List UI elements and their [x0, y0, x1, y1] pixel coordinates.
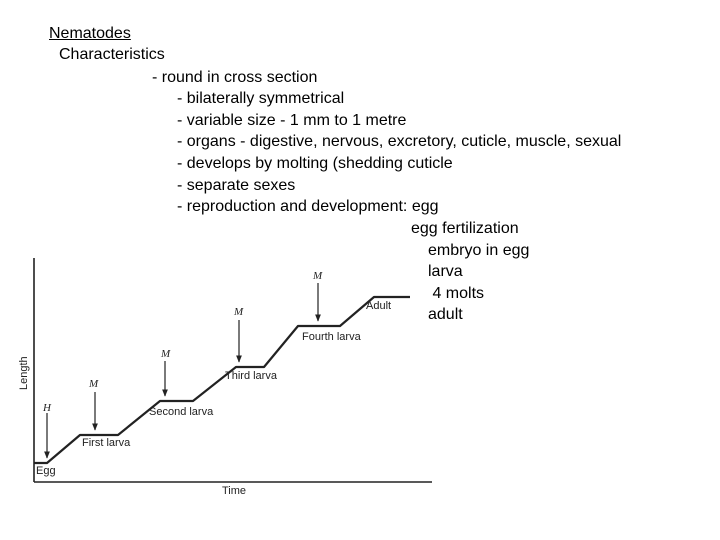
- development-step: egg fertilization: [411, 220, 519, 237]
- bullet-item: - reproduction and development: egg: [177, 198, 439, 215]
- stage-label: Egg: [36, 465, 56, 477]
- molt-label: M: [313, 270, 323, 282]
- stage-label: Second larva: [149, 406, 214, 418]
- x-axis-label: Time: [222, 485, 247, 497]
- development-step: 4 molts: [428, 285, 485, 302]
- bullet-item: - develops by molting (shedding cuticle: [177, 155, 453, 172]
- molt-label: M: [234, 306, 244, 318]
- stage-label: Third larva: [225, 370, 277, 382]
- hatch-label: H: [43, 402, 51, 414]
- slide-title: Nematodes: [49, 25, 131, 42]
- stage-label: Adult: [366, 300, 392, 312]
- bullet-item: - separate sexes: [177, 177, 296, 194]
- development-step: embryo in egg: [428, 242, 530, 259]
- molt-label: M: [161, 348, 171, 360]
- development-step: adult: [428, 306, 463, 323]
- bullet-item: - organs - digestive, nervous, excretory, cuticle, muscle, sexual: [177, 133, 622, 150]
- bullet-item: - round in cross section: [152, 69, 318, 86]
- stage-label: First larva: [82, 437, 131, 449]
- development-step: larva: [428, 263, 463, 280]
- slide-subtitle: Characteristics: [59, 46, 165, 63]
- molt-label: M: [89, 378, 99, 390]
- bullet-item: - variable size - 1 mm to 1 metre: [177, 112, 407, 129]
- y-axis-label: Length: [18, 356, 30, 390]
- stage-label: Fourth larva: [302, 331, 361, 343]
- bullet-item: - bilaterally symmetrical: [177, 90, 345, 107]
